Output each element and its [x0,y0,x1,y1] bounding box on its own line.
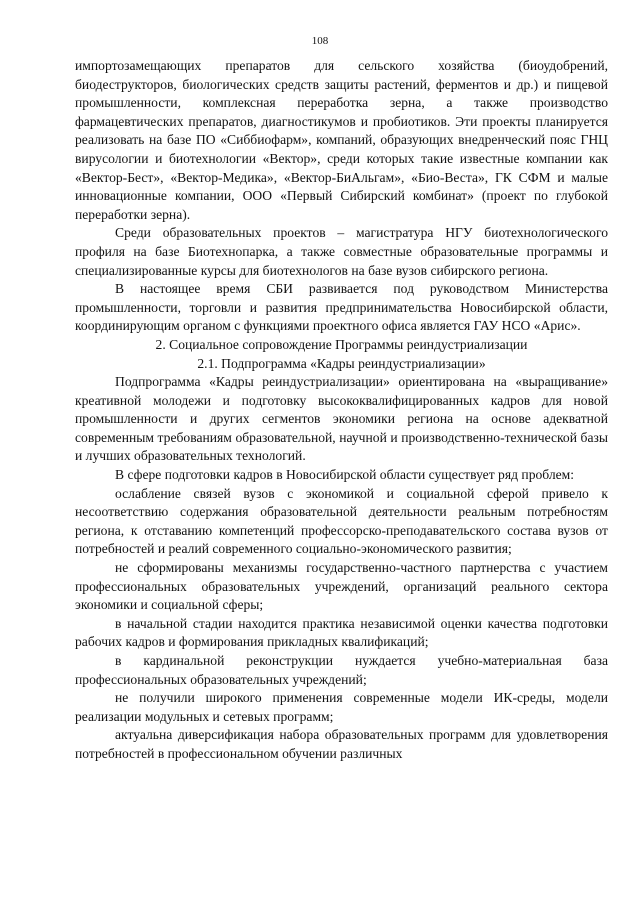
subsection-heading: 2.1. Подпрограмма «Кадры реиндустриализации» [197,355,486,371]
list-item-problem: в кардинальной реконструкции нуждается учебно-материальная база профессиональных образовательных учреждений; [75,653,608,687]
list-item-problem: актуальна диверсификация набора образовательных программ для удовлетворения потребностей в профессиональном обучении различных [75,727,608,761]
paragraph-subprogram-intro: Подпрограмма «Кадры реиндустриализации» ориентирована на «выращивание» креативной молодежи и подготовку высококвалифицированных кадров для новой промышленности и других сегментов экономики региона на основе адекватной современным требованиям образовательной, научной и производственно-технической базы и лучших образовательных технологий. [75,374,608,464]
page-number: 108 [311,35,329,47]
list-item-problem: не получили широкого применения современные модели ИК-среды, модели реализации модульных и сетевых программ; [75,690,608,724]
paragraph-sbi-management: В настоящее время СБИ развивается под руководством Министерства промышленности, торговли и развития предпринимательства Новосибирской области, координирующим органом с функциями проектного офиса является ГАУ НСО «Арис». [75,281,608,334]
paragraph-problems-intro: В сфере подготовки кадров в Новосибирской области существует ряд проблем: [115,467,575,483]
paragraph-continuation: импортозамещающих препаратов для сельского хозяйства (биоудобрений, биодеструкторов, биологических средств защиты растений, ферментов и др.) и пищевой промышленности, комплексная переработка зерна, а также производство фармацевтических препаратов, диагностикумов и пробиотиков. Эти проекты планируется реализовать на базе ПО «Сиббиофарм», компаний, образующих внедренческий пояс ГНЦ вирусологии и биотехнологии «Вектор», среди которых такие известные компании как «Вектор-Бест», «Вектор-Медика», «Вектор-БиАльгам», «Био-Веста», ГК СФМ и малые инновационные компании, ООО «Первый Сибирский комбинат» (проект по глубокой переработки зерна). [75,58,608,222]
paragraph-education-projects: Среди образовательных проектов – магистратура НГУ биотехнологического профиля на базе Биотехнопарка, а также совместные образовательные программы и специализированные курсы для биотехнологов на базе вузов сибирского региона. [75,225,608,278]
list-item-problem: не сформированы механизмы государственно-частного партнерства с участием профессиональных образовательных учреждений, организаций реального сектора экономики и социальной сферы; [75,560,608,613]
list-item-problem: в начальной стадии находится практика независимой оценки качества подготовки рабочих кадров и формирования прикладных квалификаций; [75,615,608,650]
page-body [75,57,608,764]
section-heading: 2. Социальное сопровождение Программы реиндустриализации [155,336,528,352]
list-item-problem: ослабление связей вузов с экономикой и социальной сферой привело к несоответствию содержания образовательной деятельности реальным потребностям региона, к отставанию компетенций профессорско-преподавательского состава вузов от потребностей и реалий современного социально-экономического развития; [75,485,608,557]
